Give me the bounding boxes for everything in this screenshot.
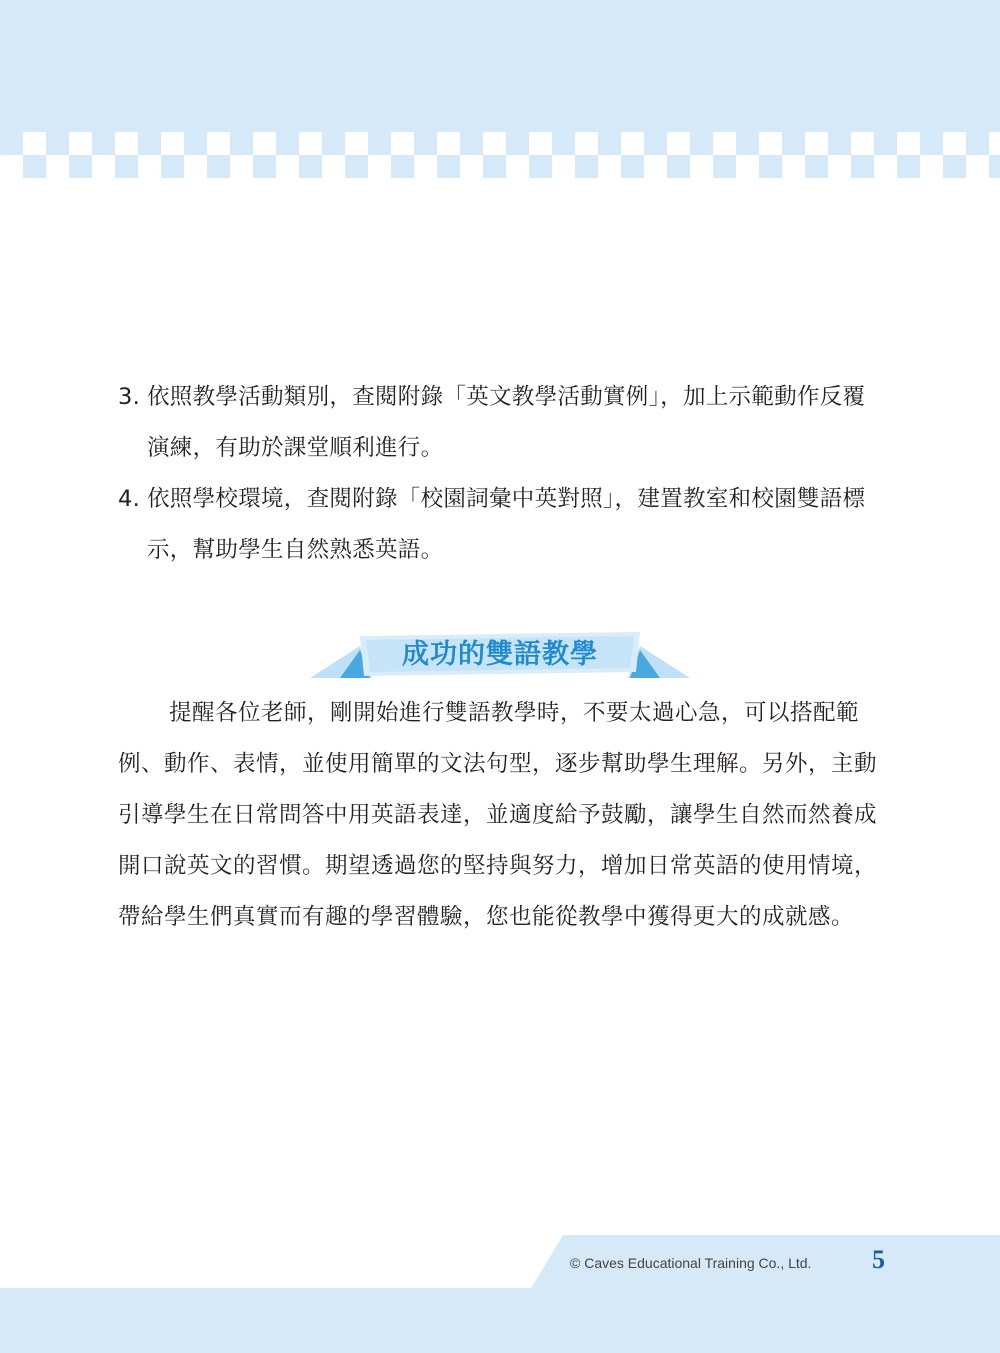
body-paragraph: 提醒各位老師，剛開始進行雙語教學時，不要太過心急，可以搭配範例、動作、表情，並使用簡單的文法句型，逐步幫助學生理解。另外，主動引導學生在日常問答中用英語表達，並適度給予鼓勵，讓學生自然而然養成開口說英文的習慣。期望透過您的堅持與努力，增加日常英語的使用情境，帶給學生們真實而有趣的學習體驗，您也能從教學中獲得更大的成就感。 xyxy=(118,700,878,930)
numbered-list xyxy=(118,372,888,576)
list-item xyxy=(118,372,888,474)
checker-pattern xyxy=(0,132,1000,178)
list-item-number: 3. xyxy=(118,384,141,410)
list-item-text: 依照教學活動類別，查閱附錄「英文教學活動實例」，加上示範動作反覆演練，有助於課堂順利進行。 xyxy=(147,384,866,461)
page-number: 5 xyxy=(872,1245,885,1274)
footer-band xyxy=(0,1288,1000,1353)
list-item xyxy=(118,474,888,576)
section-title: 成功的雙語教學 xyxy=(402,639,598,670)
footer-tab-shape xyxy=(0,1235,1000,1290)
section-title-banner xyxy=(310,626,690,686)
copyright-text: © Caves Educational Training Co., Ltd. xyxy=(570,1255,812,1271)
list-item-number: 4. xyxy=(118,486,141,512)
list-item-text: 依照學校環境，查閱附錄「校園詞彙中英對照」，建置教室和校園雙語標示，幫助學生自然熟悉英語。 xyxy=(147,486,866,563)
